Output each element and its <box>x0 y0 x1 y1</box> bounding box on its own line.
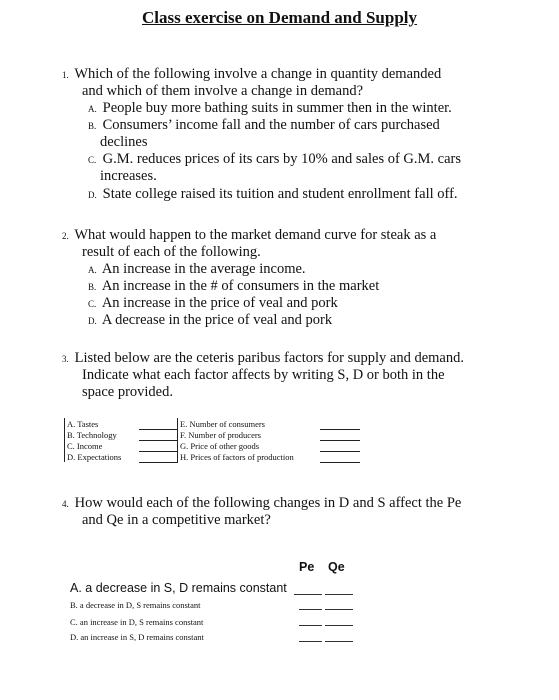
column-header-pe: Pe <box>299 560 315 574</box>
table-row <box>65 429 361 440</box>
question-text-line: and Qe in a competitive market? <box>82 512 271 528</box>
question-1 <box>62 66 441 84</box>
question-number: 1. <box>62 70 69 80</box>
option-text: A decrease in the price of veal and pork <box>101 312 333 328</box>
answer-blank-qe-b[interactable] <box>325 609 353 610</box>
factors-table <box>64 418 360 463</box>
option-2d <box>88 312 332 330</box>
question-number: 4. <box>62 499 69 509</box>
option-letter: A. <box>88 265 97 275</box>
option-letter: C. <box>88 155 97 165</box>
question-text-line: How would each of the following changes in D and S affect the Pe <box>74 495 462 511</box>
factor-label: B. Technology <box>65 429 140 440</box>
option-text: Consumers’ income fall and the number of cars purchased <box>102 117 440 133</box>
answer-blank-pe-a[interactable] <box>294 594 322 595</box>
table-row <box>65 418 361 429</box>
question-text-line: space provided. <box>82 384 173 400</box>
option-text-cont: increases. <box>100 168 157 184</box>
answer-blank[interactable] <box>139 440 178 451</box>
option-text: An increase in the price of veal and pork <box>101 295 338 311</box>
option-text: An increase in the # of consumers in the market <box>101 278 380 294</box>
question-3 <box>62 350 464 368</box>
option-text: An increase in the average income. <box>101 261 306 277</box>
table-row <box>65 451 361 462</box>
question-4 <box>62 495 461 513</box>
question-text-line: result of each of the following. <box>82 244 261 260</box>
page-title: Class exercise on Demand and Supply <box>141 8 418 27</box>
factor-label: F. Number of producers <box>178 429 321 440</box>
option-4a: A. a decrease in S, D remains constant <box>70 581 287 595</box>
option-letter: D. <box>88 316 97 326</box>
question-text-line: and which of them involve a change in demand? <box>82 83 364 99</box>
answer-blank[interactable] <box>139 429 178 440</box>
question-text-line: Listed below are the ceteris paribus factors for supply and demand. <box>74 350 464 366</box>
factor-label: D. Expectations <box>65 451 140 462</box>
factor-label: H. Prices of factors of production <box>178 451 321 462</box>
option-4c: C. an increase in D, S remains constant <box>70 617 204 627</box>
option-2c <box>88 295 338 313</box>
question-2 <box>62 227 436 245</box>
answer-blank-pe-d[interactable] <box>299 641 322 642</box>
option-text: State college raised its tuition and student enrollment fall off. <box>102 186 458 202</box>
answer-blank[interactable] <box>320 418 360 429</box>
question-number: 3. <box>62 354 69 364</box>
option-letter: D. <box>88 190 97 200</box>
option-4d: D. an increase in S, D remains constant <box>70 632 204 642</box>
option-text-cont: declines <box>100 134 148 150</box>
answer-blank[interactable] <box>139 418 178 429</box>
table-row <box>65 440 361 451</box>
question-text-line: What would happen to the market demand curve for steak as a <box>74 227 437 243</box>
option-text: People buy more bathing suits in summer then in the winter. <box>102 100 452 116</box>
question-text-line: Indicate what each factor affects by writing S, D or both in the <box>82 367 445 383</box>
answer-blank-qe-a[interactable] <box>325 594 353 595</box>
option-2b <box>88 278 379 296</box>
factor-label: G. Price of other goods <box>178 440 321 451</box>
option-1d <box>88 186 458 204</box>
factor-label: E. Number of consumers <box>178 418 321 429</box>
factor-label: A. Tastes <box>65 418 140 429</box>
option-1c <box>88 151 461 169</box>
question-number: 2. <box>62 231 69 241</box>
answer-blank[interactable] <box>320 429 360 440</box>
column-header-qe: Qe <box>328 560 345 574</box>
question-text-line: Which of the following involve a change in quantity demanded <box>74 66 442 82</box>
option-letter: B. <box>88 121 97 131</box>
option-letter: C. <box>88 299 97 309</box>
answer-blank[interactable] <box>320 440 360 451</box>
option-4b: B. a decrease in D, S remains constant <box>70 600 201 610</box>
option-1a <box>88 100 452 118</box>
factor-label: C. Income <box>65 440 140 451</box>
option-letter: A. <box>88 104 97 114</box>
option-2a <box>88 261 306 279</box>
answer-blank[interactable] <box>320 451 360 462</box>
option-letter: B. <box>88 282 97 292</box>
answer-blank-pe-c[interactable] <box>299 625 322 626</box>
option-1b <box>88 117 440 135</box>
answer-blank-qe-d[interactable] <box>325 641 353 642</box>
answer-blank-pe-b[interactable] <box>299 609 322 610</box>
option-text: G.M. reduces prices of its cars by 10% and sales of G.M. cars <box>102 151 461 167</box>
answer-blank[interactable] <box>139 451 178 462</box>
answer-blank-qe-c[interactable] <box>325 625 353 626</box>
